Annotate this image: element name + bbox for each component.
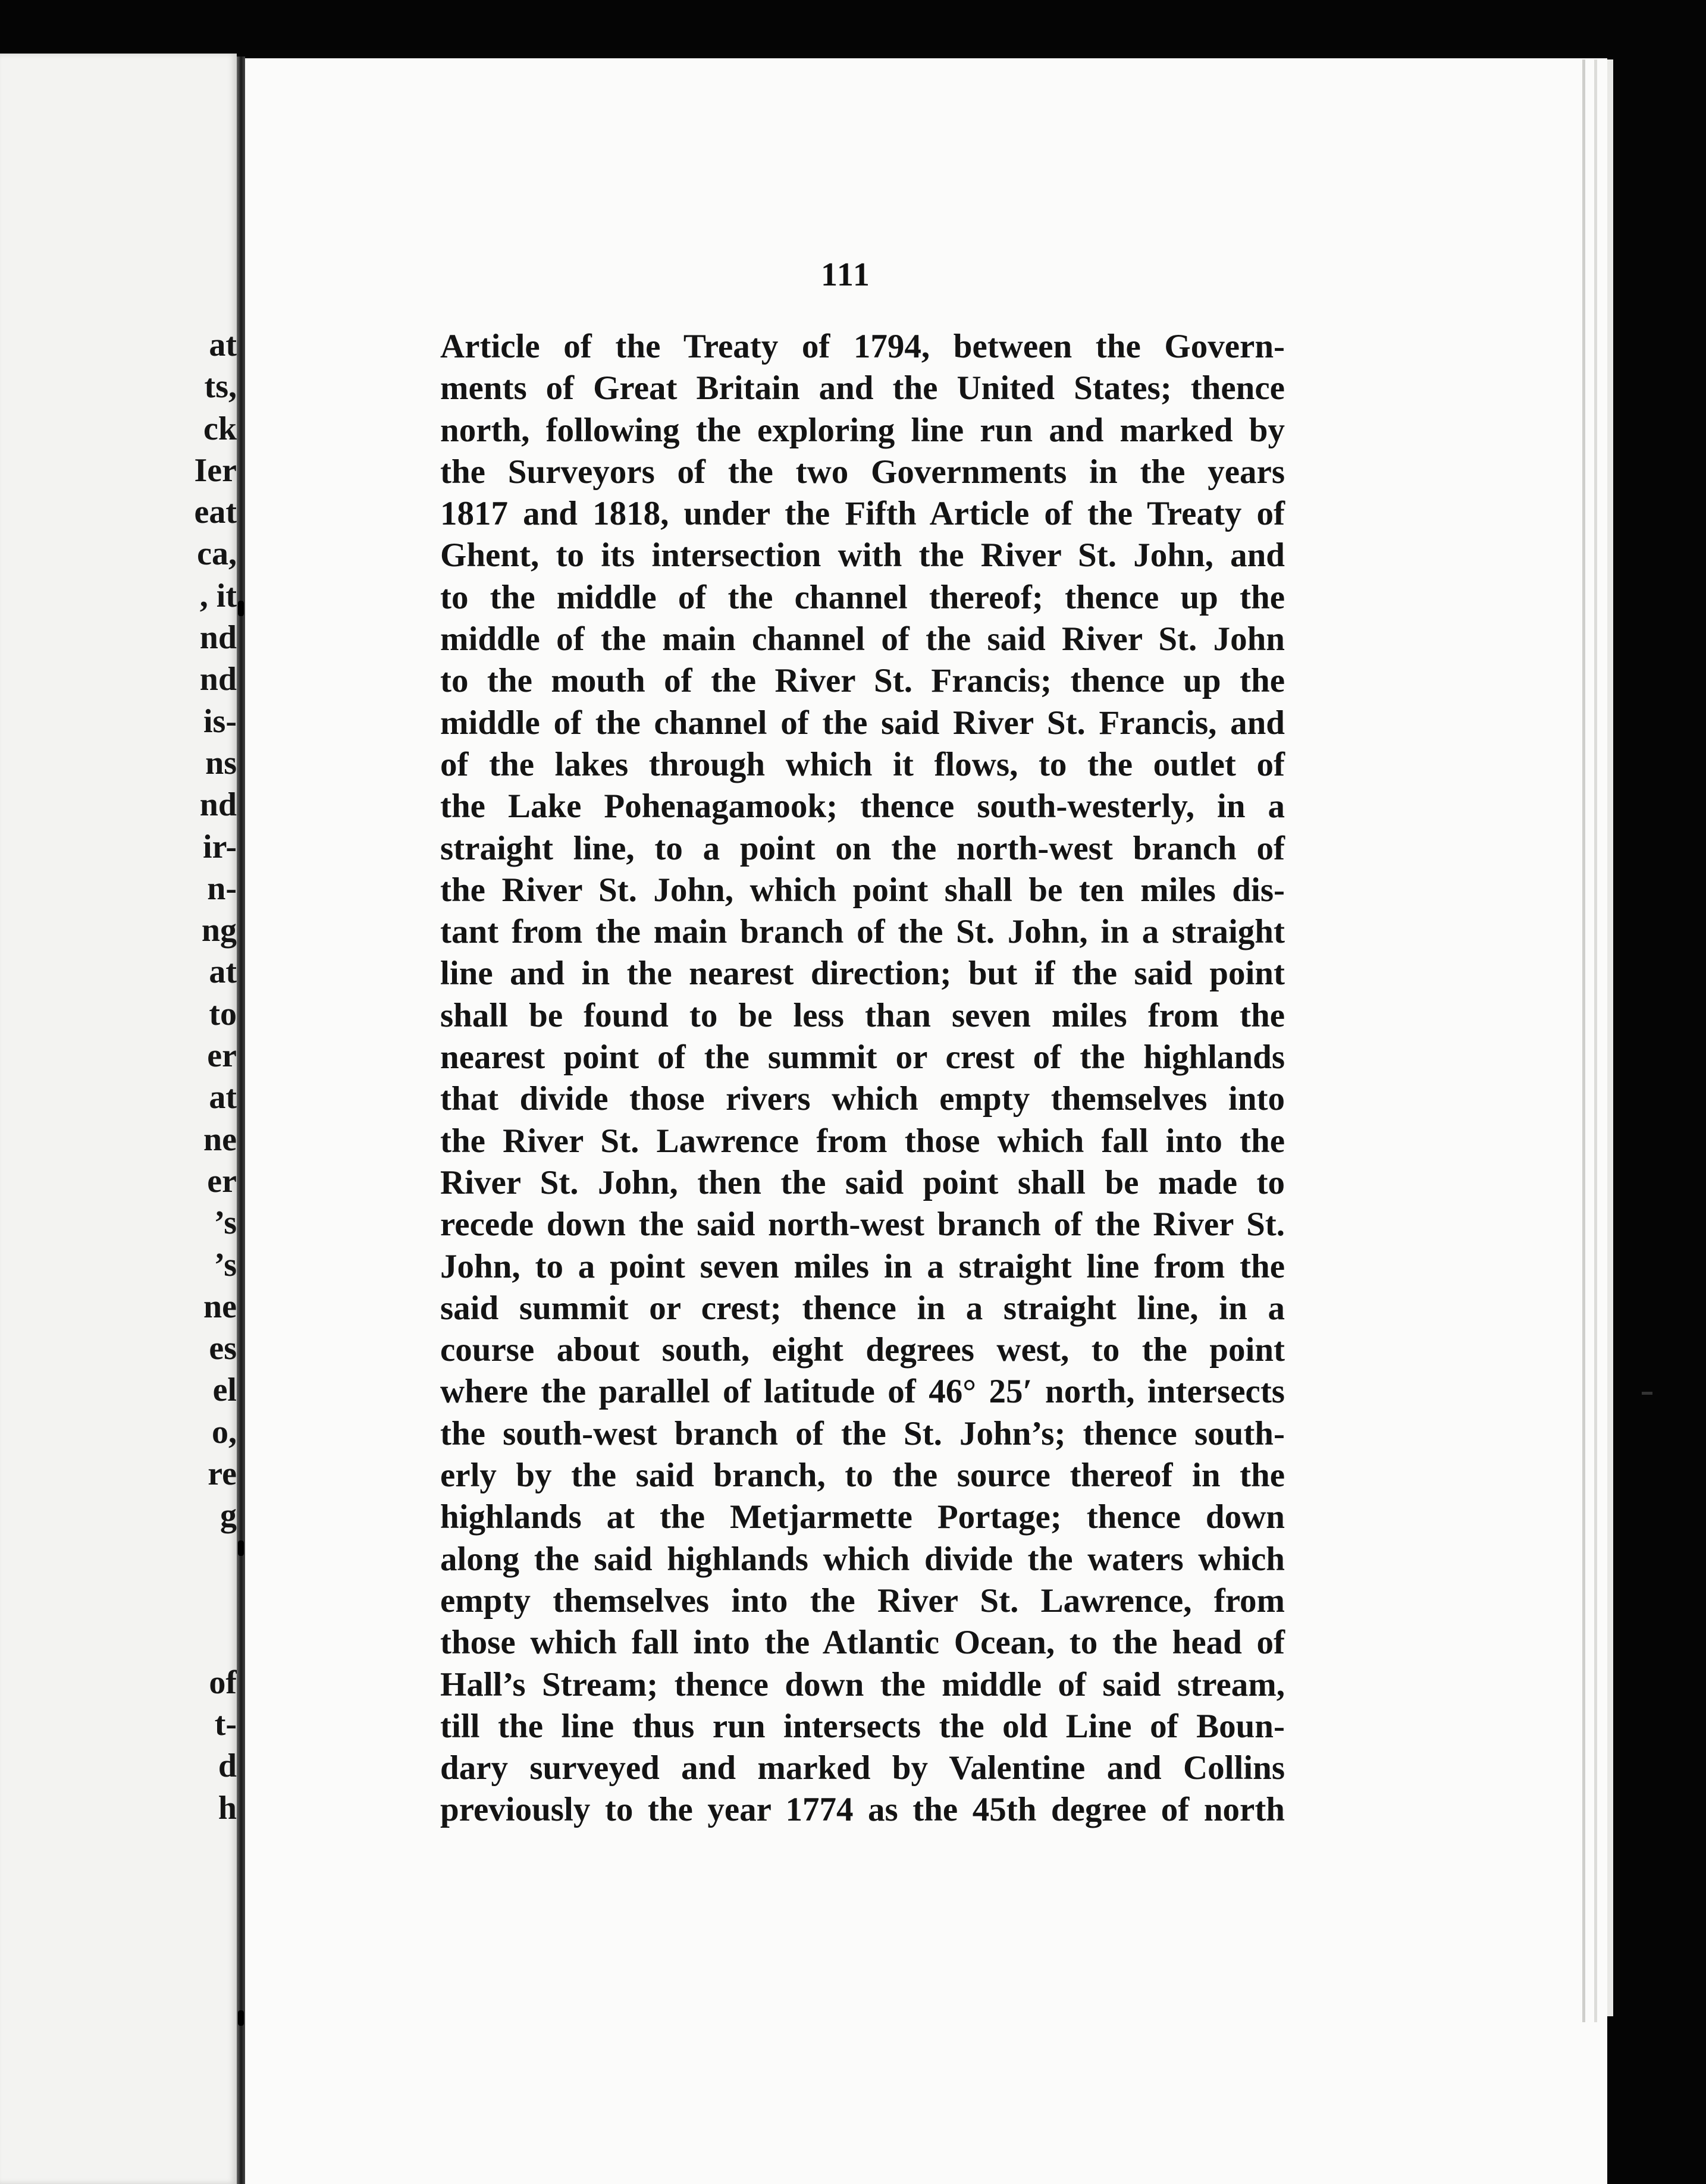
left-fragment: ir-	[203, 828, 237, 865]
text-line: Article of the Treaty of 1794, between the Govern-	[440, 328, 1285, 365]
text-line: John, to a point seven miles in a straight line from the	[440, 1247, 1285, 1285]
text-line: nearest point of the summit or crest of the highlands	[440, 1038, 1285, 1077]
text-line: those which fall into the Atlantic Ocean, to the head of	[440, 1624, 1285, 1662]
left-fragment: o,	[212, 1413, 237, 1451]
text-line: empty themselves into the River St. Lawrence, from	[440, 1581, 1285, 1620]
text-line: straight line, to a point on the north-west branch of	[440, 829, 1285, 867]
left-page	[0, 54, 237, 2184]
text-line: course about south, eight degrees west, to the point	[440, 1331, 1285, 1369]
left-fragment: Ier	[194, 451, 237, 489]
text-line: where the parallel of latitude of 46° 25′ north, intersects	[440, 1373, 1285, 1411]
left-page-text-fragments	[153, 324, 237, 1829]
text-line: middle of the channel of the said River St. Francis, and	[440, 704, 1285, 742]
text-line: tant from the main branch of the St. John, in a straight	[440, 913, 1285, 951]
left-fragment: ’s	[214, 1246, 237, 1284]
left-fragment: nd	[199, 619, 237, 657]
left-fragment: ne	[203, 1288, 237, 1325]
text-line: till the line thus run intersects the old Line of Boun-	[440, 1707, 1285, 1745]
left-fragment: ca,	[197, 535, 237, 573]
text-line: the Surveyors of the two Governments in the years	[440, 453, 1285, 491]
text-line: to the mouth of the River St. Francis; thence up the	[440, 662, 1285, 700]
text-line: dary surveyed and marked by Valentine and Collins	[440, 1749, 1285, 1787]
text-line: the south-west branch of the St. John’s; thence south-	[440, 1414, 1285, 1452]
text-line: highlands at the Metjarmette Portage; thence down	[440, 1498, 1285, 1536]
page-edge-line	[1582, 59, 1585, 2022]
left-fragment: ’s	[214, 1204, 237, 1242]
text-line: 1817 and 1818, under the Fifth Article of the Treaty of	[440, 495, 1285, 533]
text-line: the Lake Pohenagamook; thence south-westerly, in a	[440, 787, 1285, 826]
left-fragment: ck	[203, 410, 237, 447]
left-fragment: ns	[205, 744, 237, 782]
text-line: Ghent, to its intersection with the River St. John, and	[440, 536, 1285, 575]
left-fragment: eat	[194, 494, 237, 531]
text-line: to the middle of the channel thereof; thence up the	[440, 578, 1285, 616]
text-line: of the lakes through which it flows, to the outlet of	[440, 745, 1285, 783]
text-line: said summit or crest; thence in a straight line, in a	[440, 1289, 1285, 1327]
left-fragment: to	[209, 995, 237, 1033]
gutter-mark	[238, 2010, 244, 2026]
left-fragment: d	[218, 1747, 237, 1785]
left-fragment: at	[209, 327, 237, 363]
left-fragment: is-	[203, 702, 237, 740]
left-fragment: er	[207, 1162, 237, 1200]
left-fragment-gap	[153, 1537, 237, 1662]
left-fragment: n-	[207, 870, 237, 907]
left-fragment: at	[209, 1079, 237, 1116]
page-edges	[1607, 59, 1613, 2016]
gutter-mark	[238, 601, 244, 616]
text-line: erly by the said branch, to the source thereof in the	[440, 1457, 1285, 1495]
text-line: line and in the nearest direction; but if the said point	[440, 955, 1285, 993]
text-line: the River St. Lawrence from those which fall into the	[440, 1122, 1285, 1160]
page-number: 111	[821, 256, 871, 293]
left-fragment: ts,	[204, 368, 237, 406]
text-line: Hall’s Stream; thence down the middle of said stream,	[440, 1665, 1285, 1703]
page-body-text	[440, 326, 1285, 1831]
text-line: that divide those rivers which empty themselves into	[440, 1080, 1285, 1118]
gutter-mark	[238, 1540, 244, 1556]
left-fragment: es	[209, 1330, 237, 1367]
left-fragment: h	[218, 1789, 237, 1827]
left-fragment: t-	[214, 1705, 237, 1743]
left-fragment: nd	[199, 786, 237, 824]
left-fragment: at	[209, 953, 237, 991]
text-line: River St. John, then the said point shall be made to	[440, 1163, 1285, 1201]
text-line: along the said highlands which divide the waters which	[440, 1540, 1285, 1578]
text-line: north, following the exploring line run and marked by	[440, 411, 1285, 449]
left-fragment: el	[212, 1372, 237, 1409]
left-fragment: ne	[203, 1121, 237, 1158]
left-fragment: re	[208, 1455, 237, 1493]
left-fragment: ng	[201, 912, 237, 949]
left-fragment: of	[209, 1664, 237, 1701]
left-fragment: nd	[199, 661, 237, 698]
text-line: the River St. John, which point shall be ten miles dis-	[440, 871, 1285, 909]
text-line: previously to the year 1774 as the 45th degree of north	[440, 1791, 1285, 1829]
left-fragment: g	[220, 1497, 237, 1535]
left-fragment: er	[207, 1037, 237, 1075]
book-gutter	[237, 57, 245, 2184]
text-line: ments of Great Britain and the United States; thence	[440, 369, 1285, 407]
left-fragment: , it	[199, 577, 237, 614]
text-line: recede down the said north-west branch of the River St.	[440, 1206, 1285, 1244]
page-edge-line	[1594, 59, 1597, 2022]
text-line: middle of the main channel of the said River St. John	[440, 620, 1285, 658]
margin-mark	[1642, 1392, 1652, 1395]
text-line: shall be found to be less than seven miles from the	[440, 996, 1285, 1034]
